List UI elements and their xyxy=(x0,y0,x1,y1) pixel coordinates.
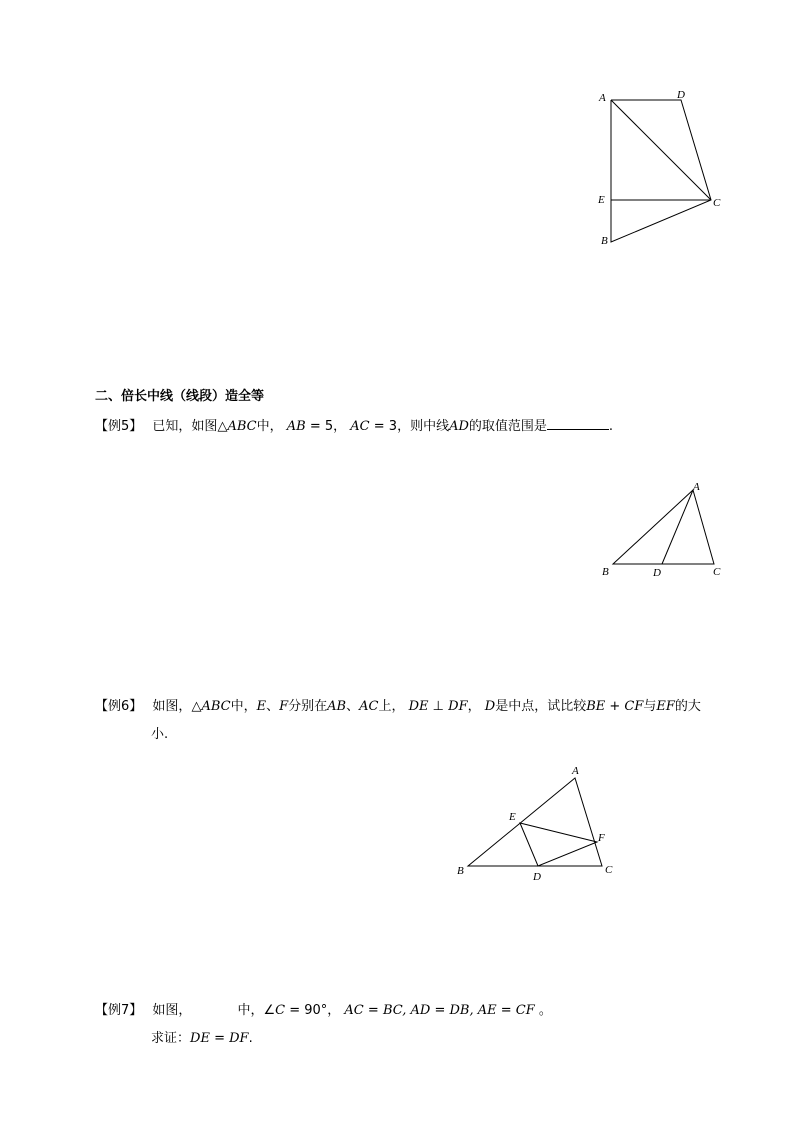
segment-ae: AE xyxy=(473,1003,497,1018)
separator: ， xyxy=(467,699,481,714)
figure2-label-d: D xyxy=(653,567,661,579)
segment-ac: AC xyxy=(359,699,379,714)
figure1-label-c: C xyxy=(713,197,721,209)
figure1-outline xyxy=(611,100,711,242)
perpendicular-symbol: ⊥ xyxy=(428,699,449,714)
example5-end: . xyxy=(608,419,614,434)
example7-tag: 【例7】 xyxy=(95,1003,143,1018)
figure3-triangle-edf xyxy=(520,823,597,866)
equals: = xyxy=(430,1003,450,1018)
figure2-label-c: C xyxy=(713,566,721,578)
point-f: F xyxy=(279,699,289,714)
figure1-label-a: A xyxy=(599,92,606,104)
example6-part3: 分别在 xyxy=(288,699,328,714)
separator: 、 xyxy=(346,699,360,714)
figure2-label-b: B xyxy=(602,566,609,578)
example5-part4: 的取值范围是 xyxy=(468,419,547,434)
value-ac: = 3 xyxy=(369,419,398,434)
angle-value: = 90° xyxy=(285,1003,328,1018)
figure-triangle-median xyxy=(595,478,730,583)
segment-cf: CF xyxy=(515,1003,535,1018)
example6-part1: 如图， xyxy=(152,699,192,714)
example6-text xyxy=(95,698,701,716)
section-title: 二、倍长中线（线段）造全等 xyxy=(95,389,265,404)
triangle-abc: ABC xyxy=(201,699,231,714)
segment-ad: AD xyxy=(449,419,469,434)
segment-ab: AB xyxy=(286,419,306,434)
figure-quadrilateral xyxy=(590,85,730,255)
example7-text xyxy=(95,1002,552,1020)
figure3-label-a: A xyxy=(572,765,579,777)
example6-part7: 的大 xyxy=(674,699,701,714)
separator: 、 xyxy=(266,699,280,714)
equals: = xyxy=(496,1003,516,1018)
example5-part3: ，则中线 xyxy=(397,419,450,434)
point-e: E xyxy=(256,699,267,714)
equals: = xyxy=(363,1003,383,1018)
separator: ， xyxy=(327,1003,341,1018)
segment-ac: AC xyxy=(350,419,370,434)
equals: = xyxy=(209,1031,230,1046)
proof-end: . xyxy=(248,1031,253,1046)
value-ab: = 5 xyxy=(305,419,334,434)
figure2-triangle xyxy=(613,490,714,564)
example7-part1: 如图， xyxy=(152,1003,192,1018)
example6-tag: 【例6】 xyxy=(95,699,143,714)
segment-de: DE xyxy=(408,699,429,714)
example7-end: 。 xyxy=(534,1003,552,1018)
figure1-label-d: D xyxy=(677,89,685,101)
figure3-label-c: C xyxy=(605,864,613,876)
angle-symbol: ∠ xyxy=(263,1003,276,1018)
separator: ， xyxy=(333,419,347,434)
segment-ef: EF xyxy=(656,699,675,714)
segment-db: DB, xyxy=(449,1003,474,1018)
example5-part2: 中， xyxy=(256,419,283,434)
segment-df: DF xyxy=(229,1031,249,1046)
figure3-label-b: B xyxy=(457,865,464,877)
segment-be: BE xyxy=(586,699,606,714)
angle-c: C xyxy=(275,1003,286,1018)
point-d: D xyxy=(484,699,496,714)
triangle-symbol: △ xyxy=(191,699,202,714)
segment-cf: CF xyxy=(624,699,644,714)
triangle-symbol: △ xyxy=(217,419,228,434)
segment-bc: BC, xyxy=(382,1003,407,1018)
figure3-label-e: E xyxy=(509,811,516,823)
figure-triangle-def xyxy=(450,760,630,890)
plus-symbol: + xyxy=(605,699,625,714)
figure2-label-a: A xyxy=(693,481,700,493)
example5-tag: 【例5】 xyxy=(95,419,143,434)
example6-part4: 上， xyxy=(378,699,405,714)
segment-ac: AC xyxy=(344,1003,364,1018)
figure3-label-f: F xyxy=(598,832,605,844)
example6-line2: 小. xyxy=(151,727,169,742)
example5-part1: 已知，如图 xyxy=(152,419,218,434)
figure3-label-d: D xyxy=(533,871,541,883)
example7-part2: 中， xyxy=(237,1003,264,1018)
segment-ab: AB xyxy=(327,699,347,714)
example6-part6: 与 xyxy=(643,699,657,714)
figure1-label-b: B xyxy=(601,235,608,247)
example5-text xyxy=(95,417,613,436)
figure1-label-e: E xyxy=(598,194,605,206)
example7-proof xyxy=(151,1030,253,1048)
segment-de: DE xyxy=(190,1031,210,1046)
segment-df: DF xyxy=(448,699,468,714)
segment-ad: AD xyxy=(406,1003,431,1018)
example6-part2: 中， xyxy=(230,699,257,714)
proof-label: 求证： xyxy=(151,1031,191,1046)
figure3-triangle xyxy=(468,778,602,866)
triangle-abc: ABC xyxy=(227,419,257,434)
example6-part5: 是中点，试比较 xyxy=(495,699,587,714)
figure2-median-ad xyxy=(662,490,693,564)
answer-blank xyxy=(547,417,609,430)
